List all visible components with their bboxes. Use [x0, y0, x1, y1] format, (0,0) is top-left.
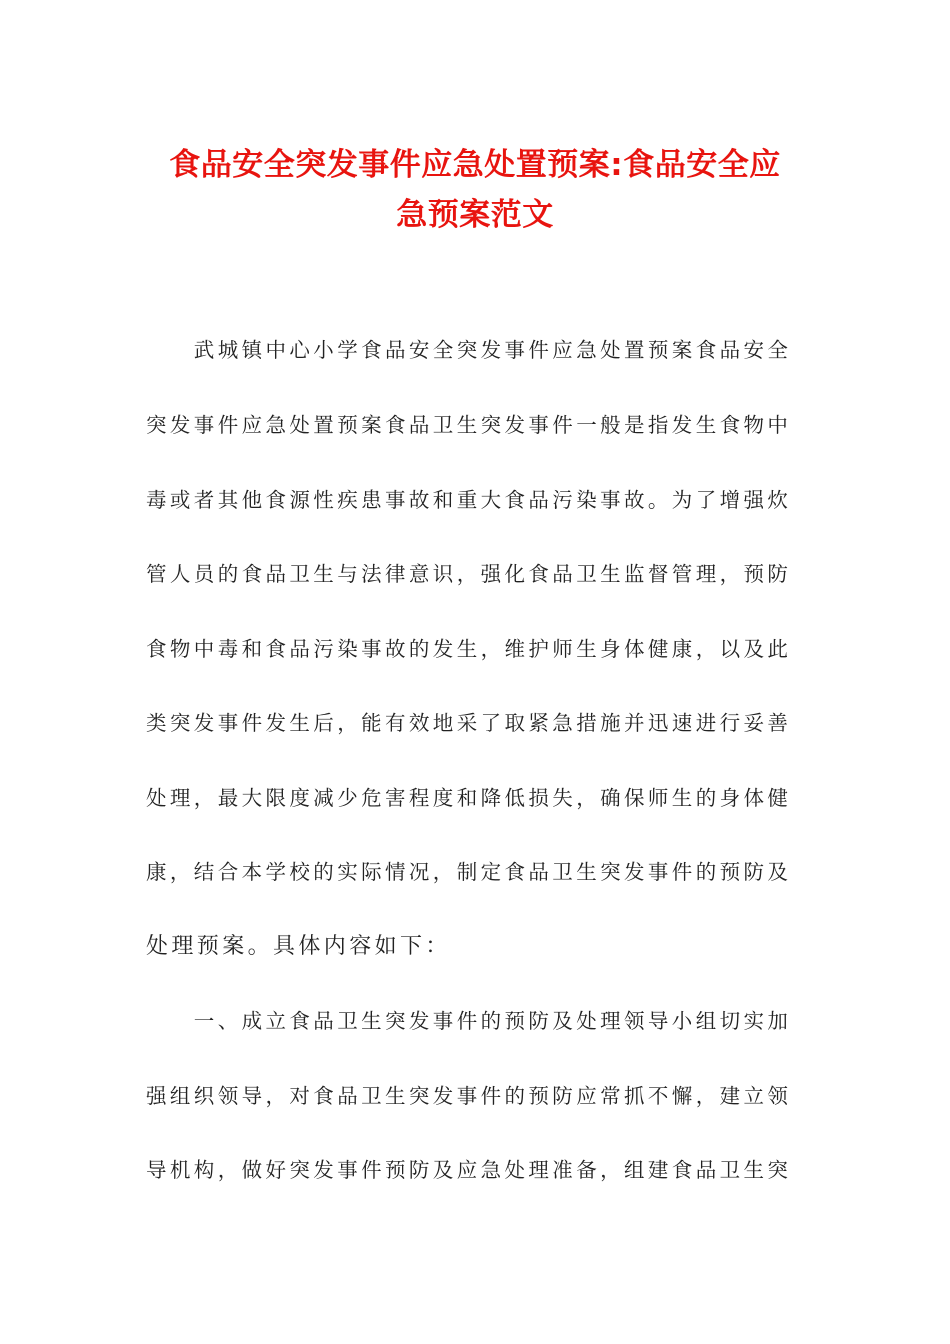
body-line: 一、成立食品卫生突发事件的预防及处理领导小组切实加: [146, 1009, 792, 1033]
body-line: 食物中毒和食品污染事故的发生，维护师生身体健康，以及此: [146, 637, 792, 661]
body-line: 突发事件应急处置预案食品卫生突发事件一般是指发生食物中: [146, 413, 792, 437]
body-line: 强组织领导，对食品卫生突发事件的预防应常抓不懈，建立领: [146, 1084, 792, 1108]
body-line: 康，结合本学校的实际情况，制定食品卫生突发事件的预防及: [146, 860, 792, 884]
document-title: [140, 140, 810, 240]
body-line: 处理，最大限度减少危害程度和降低损失，确保师生的身体健: [146, 786, 792, 810]
title-line-2: 急预案范文: [396, 197, 554, 233]
body-line: 类突发事件发生后，能有效地采了取紧急措施并迅速进行妥善: [146, 711, 792, 735]
body-line: 管人员的食品卫生与法律意识，强化食品卫生监督管理，预防: [146, 562, 792, 586]
body-line: 武城镇中心小学食品安全突发事件应急处置预案食品安全: [146, 338, 792, 362]
body-line: 处理预案。具体内容如下：: [146, 934, 451, 959]
title-line-1: 食品安全突发事件应急处置预案:食品安全应: [169, 147, 781, 183]
body-line: 导机构，做好突发事件预防及应急处理准备，组建食品卫生突: [146, 1158, 792, 1182]
body-line: 毒或者其他食源性疾患事故和重大食品污染事故。为了增强炊: [146, 488, 792, 512]
